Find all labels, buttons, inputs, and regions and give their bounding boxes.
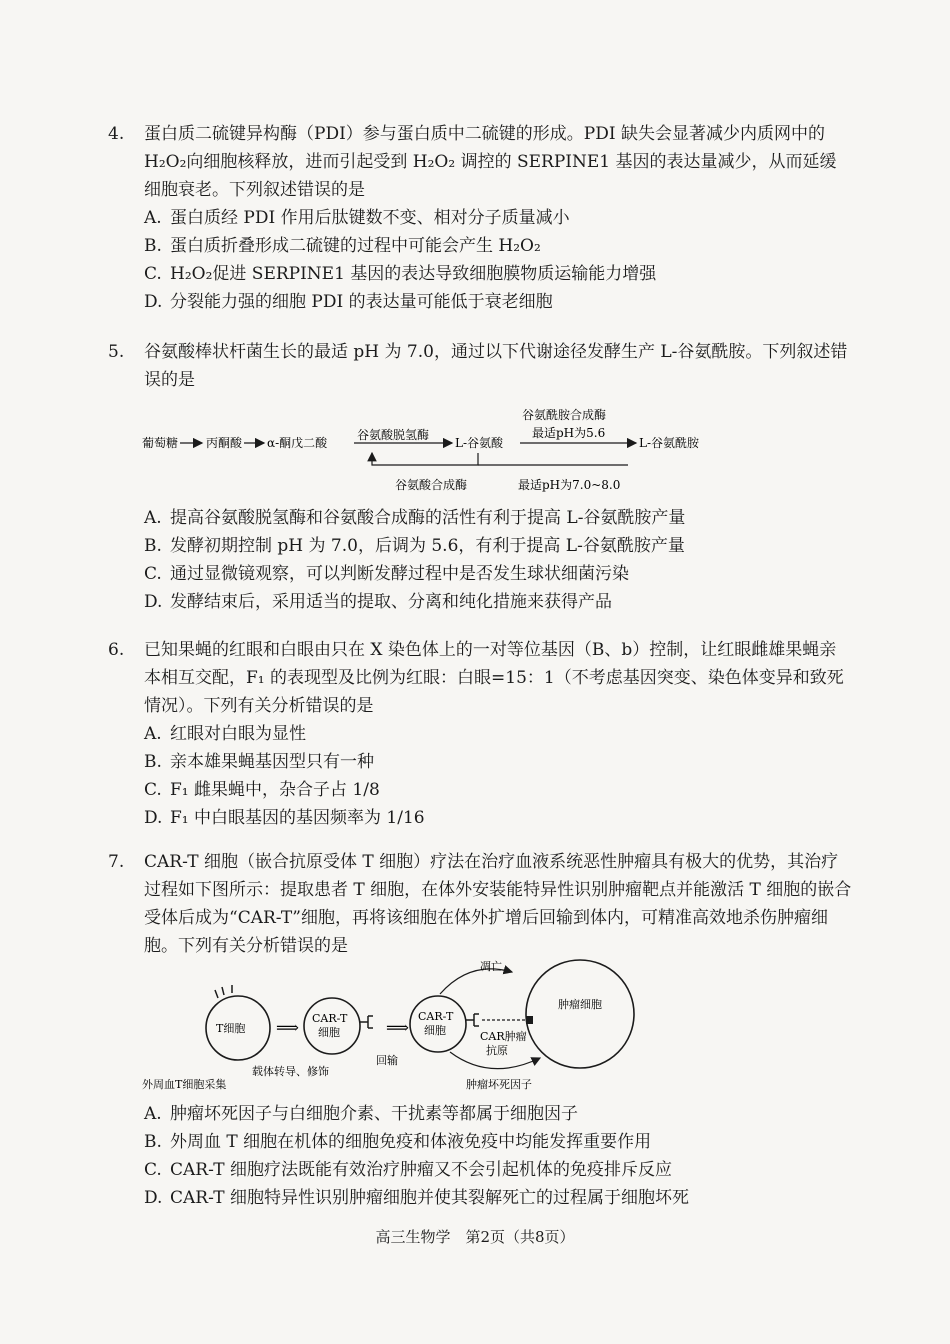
option-text: H₂O₂促进 SERPINE1 基因的表达导致细胞膜物质运输能力增强 (170, 264, 657, 284)
option-a[interactable] (144, 204, 853, 232)
option-text: 肿瘤坏死因子与白细胞介素、干扰素等都属于细胞因子 (170, 1104, 578, 1124)
enzyme-glutamine-synthetase-ph-label: 最适pH为5.6 (532, 426, 606, 440)
car-t-cell-1-label-b: 细胞 (318, 1026, 340, 1039)
option-text: 发酵结束后，采用适当的提取、分离和纯化措施来获得产品 (170, 592, 612, 612)
car-receptor-icon (466, 1014, 479, 1026)
option-letter: D. (144, 808, 163, 828)
car-t-cell-1-label: CAR-T (312, 1012, 348, 1025)
option-text: 提高谷氨酸脱氢酶和谷氨酸合成酶的活性有利于提高 L-谷氨酰胺产量 (170, 508, 686, 528)
option-text: 亲本雄果蝇基因型只有一种 (170, 752, 374, 772)
apoptosis-label: 凋亡 (480, 960, 502, 973)
option-text: F₁ 雌果蝇中，杂合子占 1/8 (170, 780, 380, 800)
receptor-icon (215, 985, 232, 998)
option-letter: B. (144, 236, 162, 256)
step-transduction-label: 载体转导、修饰 (252, 1065, 329, 1078)
option-d[interactable] (144, 1184, 853, 1212)
step-reinfusion-label: 回输 (376, 1054, 398, 1067)
page-footer: 高三生物学 第2页（共8页） (375, 1228, 575, 1246)
option-text: CAR-T 细胞疗法既能有效治疗肿瘤又不会引起机体的免疫排斥反应 (170, 1160, 672, 1180)
enzyme-glutamine-synthetase-label: 谷氨酰胺合成酶 (522, 408, 607, 422)
option-letter: D. (144, 292, 163, 312)
option-letter: C. (144, 780, 162, 800)
option-text: 发酵初期控制 pH 为 7.0，后调为 5.6，有利于提高 L-谷氨酰胺产量 (170, 536, 685, 556)
option-text: 蛋白质经 PDI 作用后肽键数不变、相对分子质量减小 (170, 208, 570, 228)
option-text: 通过显微镜观察，可以判断发酵过程中是否发生球状细菌污染 (170, 564, 629, 584)
option-a[interactable] (144, 720, 853, 748)
alpha-ketoglutarate-label: α-酮戊二酸 (267, 436, 328, 450)
enzyme-glutamate-synthase-ph-label: 最适pH为7.0~8.0 (518, 478, 621, 492)
question-stem: 蛋白质二硫键异构酶（PDI）参与蛋白质中二硫键的形成。PDI 缺失会显著减少内质网中的 H₂O₂向细胞核释放，进而引起受到 H₂O₂ 调控的 SERPINE1 基因的表达量减少，从而延缓细胞衰老。下列叙述错误的是 (144, 124, 837, 200)
question-number: 4. (108, 124, 125, 144)
option-letter: B. (144, 752, 162, 772)
tnf-label: 肿瘤坏死因子 (466, 1078, 532, 1091)
options-list (144, 204, 853, 316)
option-letter: B. (144, 1132, 162, 1152)
question-stem: 已知果蝇的红眼和白眼由只在 X 染色体上的一对等位基因（B、b）控制，让红眼雌雄果蝇亲本相互交配，F₁ 的表现型及比例为红眼：白眼=15：1（不考虑基因突变、染色体变异和致死情况）。下列有关分析错误的是 (144, 640, 844, 716)
option-letter: C. (144, 264, 162, 284)
car-t-cell-2-label: CAR-T (418, 1010, 454, 1023)
option-text: 分裂能力强的细胞 PDI 的表达量可能低于衰老细胞 (170, 292, 553, 312)
question-number: 7. (108, 852, 125, 872)
option-d[interactable] (144, 588, 853, 616)
option-b[interactable] (144, 1128, 853, 1156)
option-letter: D. (144, 592, 163, 612)
pyruvate-label: 丙酮酸 (206, 436, 243, 450)
question-4 (108, 120, 853, 316)
car-t-therapy-diagram (140, 958, 660, 1093)
option-letter: C. (144, 1160, 162, 1180)
option-d[interactable] (144, 288, 853, 316)
option-letter: A. (144, 724, 162, 744)
options-list (144, 720, 853, 832)
option-text: 红眼对白眼为显性 (170, 724, 306, 744)
option-text: F₁ 中白眼基因的基因频率为 1/16 (170, 808, 425, 828)
l-glutamine-label: L-谷氨酰胺 (639, 436, 700, 450)
option-text: 蛋白质折叠形成二硫键的过程中可能会产生 H₂O₂ (170, 236, 541, 256)
car-tumor-antigen-label: CAR肿瘤 (480, 1030, 527, 1043)
arrow-symbol: ⟹ (276, 1018, 299, 1037)
feedback-arrow (372, 453, 478, 465)
l-glutamate-label: L-谷氨酸 (455, 436, 504, 450)
collection-label: 外周血T细胞采集 (142, 1078, 227, 1091)
options-list (144, 504, 853, 616)
t-cell-label: T细胞 (216, 1022, 246, 1035)
option-letter: A. (144, 208, 162, 228)
glucose-label: 葡萄糖 (142, 436, 179, 450)
metabolic-pathway-diagram (140, 405, 740, 500)
car-t-cell-2-label-b: 细胞 (424, 1024, 446, 1037)
question-number: 5. (108, 342, 125, 362)
option-d[interactable] (144, 804, 853, 832)
option-letter: A. (144, 508, 162, 528)
question-number: 6. (108, 640, 125, 660)
car-tumor-antigen-label-b: 抗原 (486, 1044, 508, 1057)
car-receptor-icon (360, 1016, 373, 1028)
option-text: CAR-T 细胞特异性识别肿瘤细胞并使其裂解死亡的过程属于细胞坏死 (170, 1188, 689, 1208)
option-letter: D. (144, 1188, 163, 1208)
tumor-cell-label: 肿瘤细胞 (558, 998, 602, 1011)
question-stem: CAR-T 细胞（嵌合抗原受体 T 细胞）疗法在治疗血液系统恶性肿瘤具有极大的优势，其治疗过程如下图所示：提取患者 T 细胞，在体外安装能特异性识别肿瘤靶点并能激活 T 细胞的嵌合受体后成为“CAR-T”细胞，再将该细胞在体外扩增后回输到体内，可精准高效地杀伤肿瘤细胞。下列有关分析错误的是 (144, 852, 852, 956)
options-list (144, 1100, 853, 1212)
tumor-cell-circle (526, 960, 634, 1068)
question-6 (108, 636, 853, 832)
arrow-symbol: ⟹ (386, 1018, 409, 1037)
option-c[interactable] (144, 776, 853, 804)
option-a[interactable] (144, 1100, 853, 1128)
option-text: 外周血 T 细胞在机体的细胞免疫和体液免疫中均能发挥重要作用 (170, 1132, 652, 1152)
enzyme-glutamate-synthase-label: 谷氨酸合成酶 (395, 478, 468, 492)
enzyme-glutamate-dehydrogenase-label: 谷氨酸脱氢酶 (357, 428, 430, 442)
option-b[interactable] (144, 232, 853, 260)
option-c[interactable] (144, 1156, 853, 1184)
option-letter: B. (144, 536, 162, 556)
option-c[interactable] (144, 260, 853, 288)
option-b[interactable] (144, 748, 853, 776)
option-letter: C. (144, 564, 162, 584)
option-b[interactable] (144, 532, 853, 560)
option-c[interactable] (144, 560, 853, 588)
option-letter: A. (144, 1104, 162, 1124)
option-a[interactable] (144, 504, 853, 532)
question-stem: 谷氨酸棒状杆菌生长的最适 pH 为 7.0，通过以下代谢途径发酵生产 L-谷氨酰胺。下列叙述错误的是 (144, 342, 848, 390)
